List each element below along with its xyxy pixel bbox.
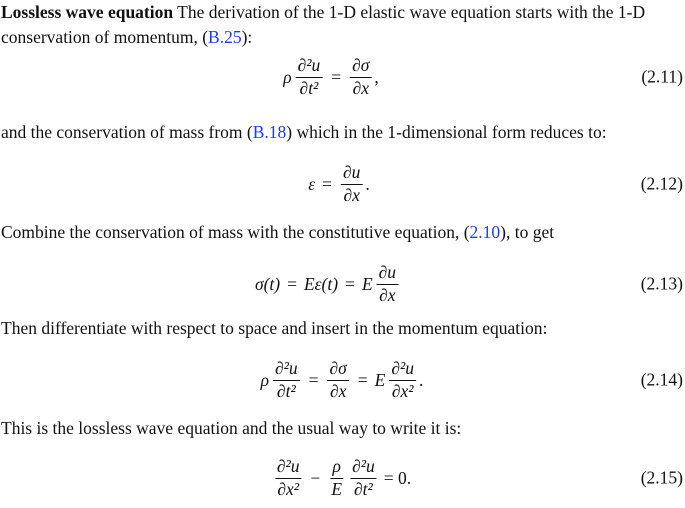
numerator: ∂²u <box>350 457 377 478</box>
numerator: ∂σ <box>350 56 371 77</box>
paragraph-1-line-1 <box>1 2 645 23</box>
operator: = <box>322 173 332 194</box>
numerator: ∂²u <box>273 359 300 380</box>
fraction <box>389 359 416 401</box>
text: ), to get <box>500 222 555 242</box>
text: The derivation of the 1-D elastic wave equation starts with the 1-D <box>173 2 646 22</box>
equation-number: (2.15) <box>640 467 683 488</box>
equation-number: (2.14) <box>640 369 683 390</box>
section-heading: Lossless wave equation <box>1 2 174 22</box>
punct: . <box>419 369 424 390</box>
equation-number: (2.12) <box>640 173 683 194</box>
paragraph-2 <box>1 122 607 143</box>
fraction <box>341 163 362 205</box>
fraction <box>377 263 398 305</box>
ref-link-2-10[interactable]: 2.10 <box>469 222 501 242</box>
denominator: ∂x <box>343 184 360 205</box>
fraction <box>328 359 349 401</box>
numerator: ∂²u <box>296 56 323 77</box>
equation-number: (2.13) <box>640 273 683 294</box>
numerator: ∂u <box>341 163 362 184</box>
ref-link-b18[interactable]: B.18 <box>252 122 287 142</box>
math: Eε(t) <box>303 273 339 294</box>
operator: = <box>345 273 355 294</box>
fraction <box>329 457 344 499</box>
math: σ(t) <box>254 273 281 294</box>
denominator: ∂x <box>329 380 347 401</box>
text: ): <box>241 27 253 47</box>
denominator: ∂x² <box>277 478 300 499</box>
equation-2-15 <box>0 448 685 508</box>
math: ρ <box>283 66 292 87</box>
fraction <box>350 56 371 98</box>
paragraph-3 <box>1 222 554 243</box>
numerator: ∂²u <box>389 359 416 380</box>
punct: . <box>365 173 370 194</box>
operator: = <box>331 66 342 87</box>
equation-2-11 <box>0 47 685 107</box>
punct: , <box>374 66 379 87</box>
fraction <box>273 359 300 401</box>
numerator: ∂²u <box>275 457 302 478</box>
numerator: ρ <box>331 457 343 478</box>
denominator: ∂x² <box>391 380 414 401</box>
fraction <box>296 56 323 98</box>
ref-link-b25[interactable]: B.25 <box>208 27 242 47</box>
text: and the conservation of mass from ( <box>1 122 253 142</box>
text: conservation of momentum, ( <box>1 27 209 47</box>
fraction <box>350 457 377 499</box>
fraction <box>275 457 302 499</box>
operator: − <box>310 467 321 488</box>
paragraph-1-line-2 <box>1 27 252 48</box>
equation-2-14 <box>0 350 685 410</box>
operator: = <box>287 273 297 294</box>
equation-number: (2.11) <box>641 66 683 87</box>
math: ε <box>308 173 316 194</box>
paragraph-5: This is the lossless wave equation and the usual way to write it is: <box>1 418 462 438</box>
denominator: ∂t² <box>299 77 319 98</box>
denominator: ∂t² <box>276 380 296 401</box>
denominator: ∂t² <box>354 478 373 499</box>
operator: = <box>357 369 368 390</box>
numerator: ∂u <box>377 263 398 284</box>
operator: = <box>308 369 319 390</box>
math: E <box>361 273 373 294</box>
denominator: ∂x <box>379 284 396 305</box>
text: Combine the conservation of mass with the constitutive equation, ( <box>1 222 470 242</box>
equation-2-12 <box>0 154 685 214</box>
text: ) which in the 1-dimensional form reduces to: <box>286 122 607 142</box>
math: ρ <box>260 369 269 390</box>
math: E <box>374 369 386 390</box>
numerator: ∂σ <box>328 359 349 380</box>
paragraph-4: Then differentiate with respect to space and insert in the momentum equation: <box>1 318 548 338</box>
denominator: E <box>331 478 343 499</box>
denominator: ∂x <box>352 77 369 98</box>
equation-2-13 <box>0 254 685 314</box>
math: = 0. <box>383 467 412 488</box>
